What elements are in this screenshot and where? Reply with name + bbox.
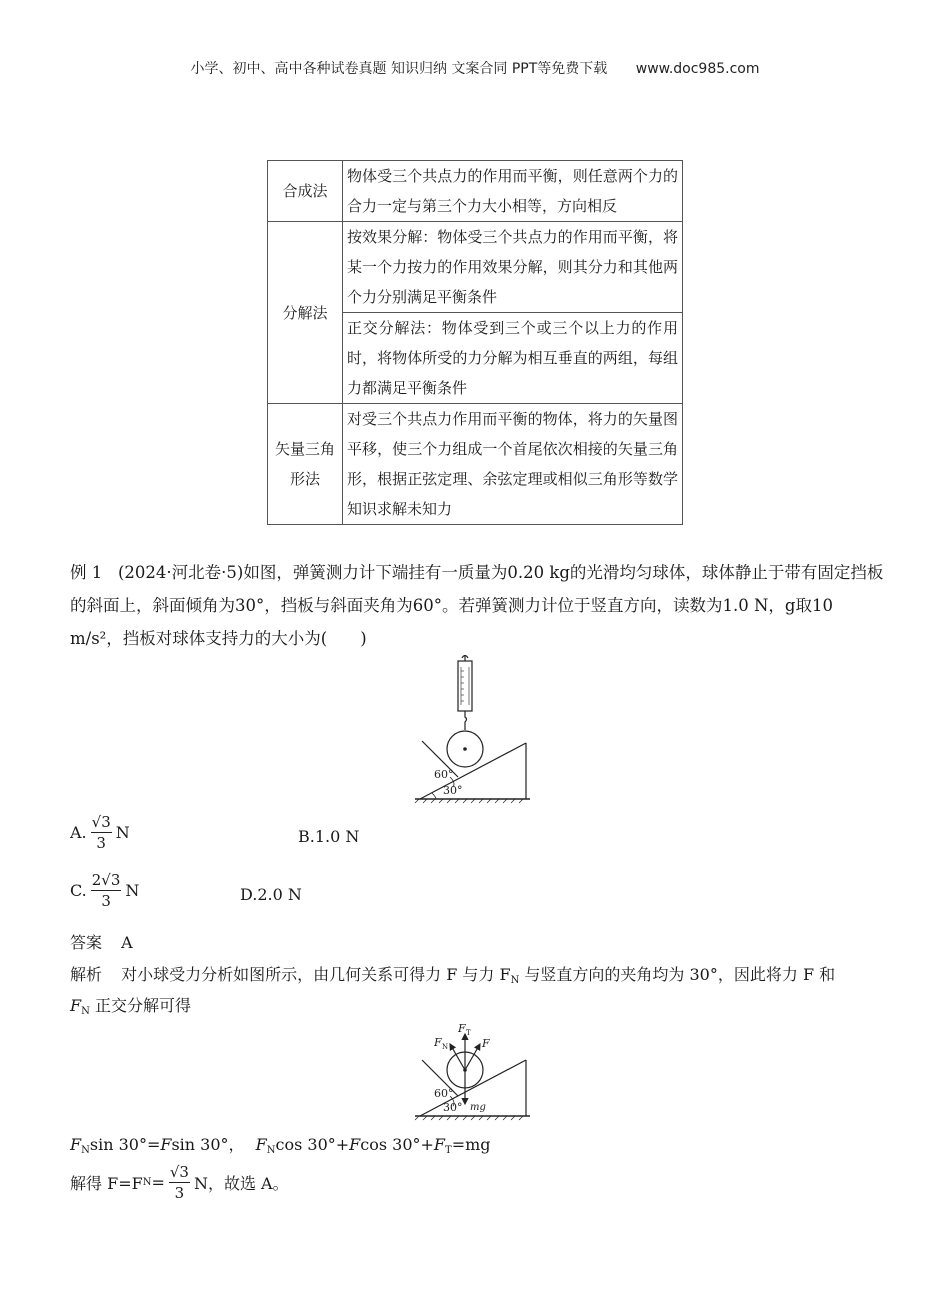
figure-spring-balance-incline	[410, 655, 545, 805]
analysis-subscript: N	[510, 975, 520, 986]
answer-value: A	[121, 933, 133, 952]
eq-f2: F	[349, 1135, 361, 1154]
label-ft: F	[458, 1022, 466, 1035]
solution-sub: N	[142, 1177, 152, 1188]
method-desc: 按效果分解：物体受三个共点力的作用而平衡，将某一个力按力的作用效果分解，则其分力和其他两个力分别满足平衡条件	[343, 222, 683, 313]
label-f: F	[482, 1037, 490, 1050]
angle-30-label: 30°	[443, 1101, 463, 1114]
header-url[interactable]: www.doc985.com	[635, 61, 760, 77]
example-label: 例 1	[70, 563, 103, 582]
example-text: (2024·河北卷·5)如图，弹簧测力计下端挂有一质量为0.20 kg的光滑均匀球体，球体静止于带有固定挡板的斜面上，斜面倾角为30°，挡板与斜面夹角为60°。若弹簧测力计位于竖直方向，读数为1.0 N，g取10 m/s²，挡板对球体支持力的大小为( )	[70, 563, 884, 648]
solution-fraction	[169, 1162, 190, 1203]
option-b[interactable]	[298, 827, 359, 846]
eq-fn: F	[70, 1135, 82, 1154]
eq-part1: sin 30°=	[89, 1135, 161, 1154]
angle-60-label: 60°	[434, 768, 454, 781]
table-row	[268, 161, 683, 222]
angle-60-label: 60°	[434, 1087, 454, 1100]
eq-ft-sub: T	[445, 1145, 452, 1156]
option-a-unit: N	[115, 823, 130, 842]
analysis-line1	[70, 962, 885, 986]
option-d-text: D.2.0 N	[240, 885, 302, 904]
answer-line	[70, 930, 133, 953]
fn-subscript: N	[81, 1006, 90, 1017]
option-d[interactable]	[240, 885, 302, 904]
analysis-label: 解析	[70, 965, 103, 984]
option-b-text: B.1.0 N	[298, 827, 360, 846]
eq-part3: cos 30°+	[275, 1135, 350, 1154]
answer-label: 答案	[70, 933, 103, 952]
solution-denominator: 3	[174, 1184, 185, 1202]
eq-fn2-sub: N	[266, 1145, 276, 1156]
table-row	[268, 222, 683, 313]
solution-numerator: √3	[169, 1163, 189, 1181]
option-c-numerator: 2√3	[91, 871, 121, 889]
option-c-unit: N	[125, 881, 140, 900]
method-desc: 对受三个共点力作用而平衡的物体，将力的矢量图平移，使三个力组成一个首尾依次相接的矢量三角形，根据正弦定理、余弦定理或相似三角形等数学知识求解未知力	[343, 404, 683, 525]
figure-force-analysis	[410, 1020, 545, 1122]
analysis-line2	[70, 993, 191, 1017]
eq-ft: F	[433, 1135, 446, 1154]
eq-fn-sub: N	[81, 1145, 90, 1156]
option-c[interactable]	[70, 870, 139, 911]
eq-part2: sin 30°，	[171, 1135, 245, 1154]
analysis-text-part1: 对小球受力分析如图所示，由几何关系可得力 F 与力 F	[121, 965, 511, 984]
method-name: 合成法	[268, 161, 343, 222]
solution-prefix: 解得 F=F	[70, 1174, 143, 1193]
option-a-label: A.	[70, 823, 87, 842]
methods-table	[267, 160, 683, 525]
option-c-denominator: 3	[101, 892, 111, 910]
option-a-denominator: 3	[96, 834, 106, 852]
label-ft-sub: T	[466, 1029, 471, 1037]
solution-line	[70, 1162, 289, 1203]
eq-f: F	[160, 1135, 172, 1154]
label-mg: mg	[470, 1102, 486, 1113]
option-a-fraction	[91, 812, 112, 853]
spring-balance-body	[458, 661, 472, 711]
fn-symbol: F	[70, 996, 82, 1015]
page-header	[0, 58, 950, 78]
method-desc: 物体受三个共点力的作用而平衡，则任意两个力的合力一定与第三个力大小相等，方向相反	[343, 161, 683, 222]
method-name: 分解法	[268, 222, 343, 404]
eq-part5: =mg	[451, 1135, 491, 1154]
option-c-label: C.	[70, 881, 87, 900]
solution-eq: =	[151, 1173, 165, 1192]
solution-suffix: N，故选 A。	[193, 1174, 289, 1193]
equation-line	[70, 1132, 491, 1156]
option-c-fraction	[91, 870, 122, 911]
angle-30-label: 30°	[443, 784, 463, 797]
eq-part4: cos 30°+	[360, 1135, 434, 1154]
method-desc: 正交分解法：物体受到三个或三个以上力的作用时，将物体所受的力分解为相互垂直的两组，每组力都满足平衡条件	[343, 313, 683, 404]
method-name: 矢量三角形法	[268, 404, 343, 525]
example-question	[70, 556, 885, 655]
header-text: 小学、初中、高中各种试卷真题 知识归纳 文案合同 PPT等免费下载	[190, 61, 608, 77]
eq-fn2: F	[255, 1135, 267, 1154]
label-fn: F	[434, 1036, 442, 1049]
option-a[interactable]	[70, 812, 130, 853]
option-a-numerator: √3	[91, 813, 111, 831]
analysis-text-part3: 正交分解可得	[89, 996, 191, 1015]
label-fn-sub: N	[442, 1043, 449, 1051]
analysis-text-part2: 与竖直方向的夹角均为 30°，因此将力 F 和	[519, 965, 836, 984]
table-row	[268, 404, 683, 525]
